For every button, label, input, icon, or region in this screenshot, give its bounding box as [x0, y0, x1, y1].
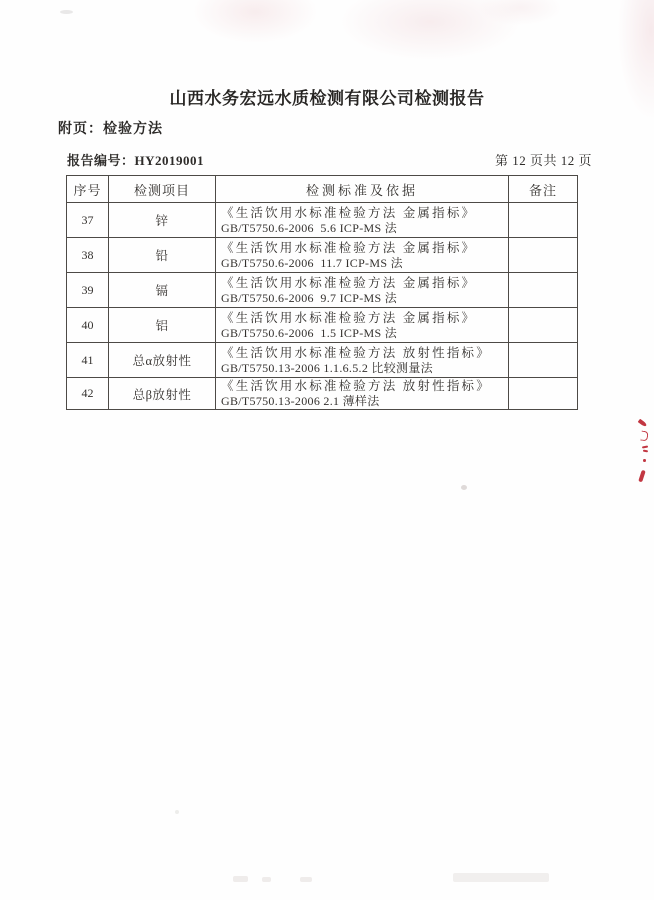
remark-cell	[509, 308, 578, 343]
remark-cell	[509, 273, 578, 308]
remark-cell	[509, 203, 578, 238]
red-ink-stroke	[643, 450, 648, 452]
header-standard: 检测标准及依据	[216, 176, 509, 203]
red-ink-stroke	[642, 445, 648, 448]
standard-cell	[216, 238, 509, 273]
header-no: 序号	[67, 176, 109, 203]
test-item: 镉	[109, 273, 216, 308]
row-number: 40	[67, 308, 109, 343]
appendix-subtitle: 附页：检验方法	[58, 120, 163, 136]
test-item: 总β放射性	[109, 378, 216, 410]
standard-code: GB/T5750.6-2006 5.6 ICP-MS 法	[221, 220, 398, 235]
test-item: 总α放射性	[109, 343, 216, 378]
scan-smudge	[175, 810, 179, 814]
header-item: 检测项目	[109, 176, 216, 203]
standard-code: GB/T5750.6-2006 11.7 ICP-MS 法	[221, 255, 403, 270]
standard-title: 《生活饮用水标准检验方法 放射性指标》	[221, 379, 491, 393]
test-method-table	[66, 175, 578, 410]
table-row	[67, 203, 578, 238]
standard-title: 《生活饮用水标准检验方法 金属指标》	[221, 205, 477, 220]
scan-edge-shadow	[262, 877, 271, 882]
page-title: 山西水务宏远水质检测有限公司检测报告	[169, 89, 485, 108]
standard-cell	[216, 273, 509, 308]
standard-title: 《生活饮用水标准检验方法 金属指标》	[221, 310, 477, 325]
report-meta-row	[67, 150, 592, 169]
row-number: 38	[67, 238, 109, 273]
scan-edge-shadow	[233, 876, 248, 882]
row-number: 42	[67, 378, 109, 410]
remark-cell	[509, 378, 578, 410]
row-number: 39	[67, 273, 109, 308]
standard-code: GB/T5750.13-2006 1.1.6.5.2 比较测量法	[221, 360, 433, 375]
standard-cell	[216, 203, 509, 238]
header-remark: 备注	[509, 176, 578, 203]
report-number	[67, 150, 204, 169]
table-row	[67, 343, 578, 378]
table-row	[67, 308, 578, 343]
scan-smudge	[461, 485, 467, 490]
test-item: 铝	[109, 308, 216, 343]
scan-smudge	[60, 10, 73, 14]
scan-edge-shadow	[453, 873, 549, 882]
standard-code: GB/T5750.13-2006 2.1 薄样法	[221, 394, 380, 408]
scan-edge-shadow	[300, 877, 312, 882]
standard-code: GB/T5750.6-2006 1.5 ICP-MS 法	[221, 325, 398, 340]
red-ink-stroke	[638, 419, 648, 428]
standard-cell	[216, 308, 509, 343]
table-row	[67, 238, 578, 273]
row-number: 37	[67, 203, 109, 238]
test-item: 锌	[109, 203, 216, 238]
test-item: 铅	[109, 238, 216, 273]
standard-title: 《生活饮用水标准检验方法 金属指标》	[221, 240, 477, 255]
remark-cell	[509, 343, 578, 378]
red-ink-stroke	[638, 470, 645, 482]
table-header-row	[67, 176, 578, 203]
row-number: 41	[67, 343, 109, 378]
standard-cell	[216, 378, 509, 410]
standard-title: 《生活饮用水标准检验方法 放射性指标》	[221, 345, 491, 360]
red-ink-stroke	[640, 431, 648, 442]
remark-cell	[509, 238, 578, 273]
table-row	[67, 378, 578, 410]
standard-title: 《生活饮用水标准检验方法 金属指标》	[221, 275, 477, 290]
report-number-label: 报告编号：	[67, 153, 135, 168]
table-row	[67, 273, 578, 308]
red-ink-dot	[643, 459, 646, 462]
standard-cell	[216, 343, 509, 378]
report-number-value: HY2019001	[134, 153, 205, 168]
page-indicator: 第 12 页共 12 页	[494, 153, 592, 168]
standard-code: GB/T5750.6-2006 9.7 ICP-MS 法	[221, 290, 398, 305]
